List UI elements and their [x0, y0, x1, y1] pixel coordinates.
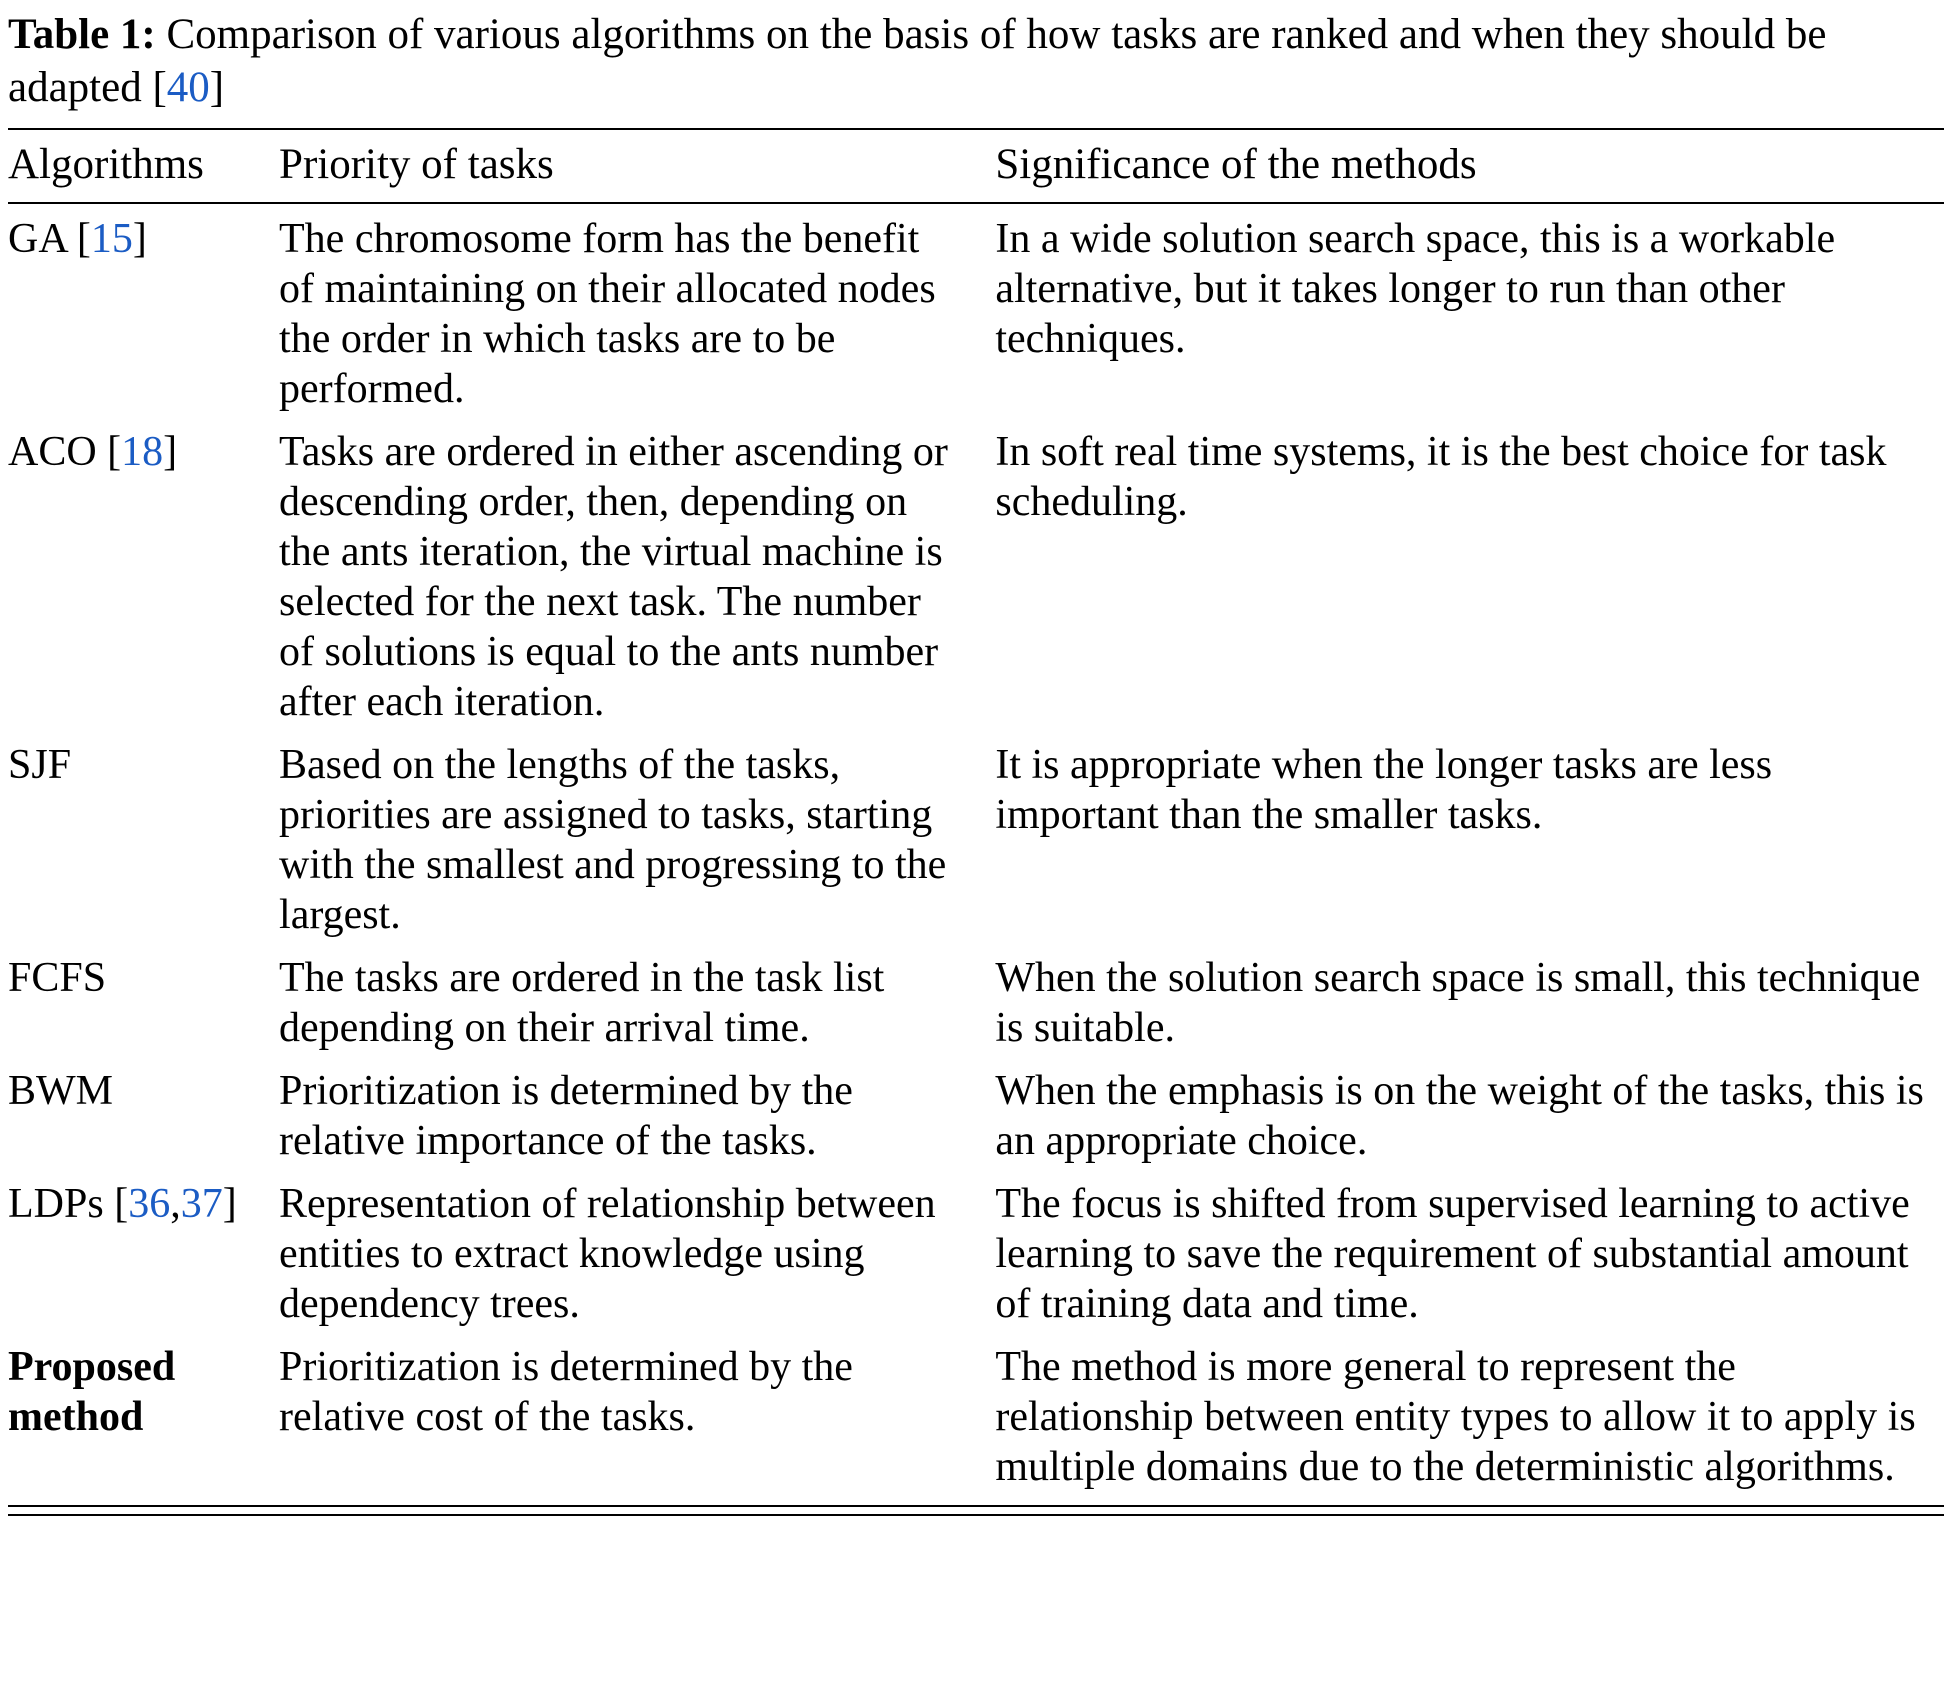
cell-algorithm	[8, 427, 279, 740]
table-row	[8, 203, 1944, 427]
table-row	[8, 427, 1944, 740]
cell-significance: In a wide solution search space, this is a workable alternative, but it takes longer to run than other techniques.	[995, 216, 1836, 362]
citation-link[interactable]: 36	[128, 1181, 171, 1227]
algorithm-name: LDPs [	[8, 1181, 129, 1227]
table-row	[8, 1066, 1944, 1179]
cell-significance: The focus is shifted from supervised learning to active learning to save the requirement of substantial amount of training data and time.	[995, 1181, 1910, 1327]
table-row	[8, 740, 1944, 953]
cell-priority: Representation of relationship between entities to extract knowledge using dependency trees.	[279, 1181, 936, 1327]
table-row	[8, 953, 1944, 1066]
cell-priority: Prioritization is determined by the relative importance of the tasks.	[279, 1068, 853, 1164]
header-significance: Significance of the methods	[995, 129, 1944, 203]
algorithm-name: ]	[163, 429, 178, 475]
algorithm-name: ]	[132, 216, 147, 262]
cell-algorithm	[8, 740, 279, 953]
table-bottom-rule	[8, 1505, 1944, 1516]
cell-significance: In soft real time systems, it is the best choice for task scheduling.	[995, 429, 1887, 525]
table-body	[8, 203, 1944, 1505]
algorithm-name: ACO [	[8, 429, 122, 475]
citation-link[interactable]: 37	[180, 1181, 223, 1227]
algorithm-name: SJF	[8, 742, 72, 788]
cell-algorithm	[8, 1179, 279, 1342]
cell-algorithm	[8, 203, 279, 427]
header-priority-of-tasks: Priority of tasks	[279, 129, 995, 203]
table-row	[8, 1342, 1944, 1505]
algorithm-name: ]	[222, 1181, 237, 1227]
caption-text-close: ]	[209, 64, 225, 111]
cell-priority: The chromosome form has the benefit of maintaining on their allocated nodes the order in which tasks are to be performed.	[279, 216, 936, 412]
algorithm-name: FCFS	[8, 955, 107, 1001]
cell-significance: When the emphasis is on the weight of the tasks, this is an appropriate choice.	[995, 1068, 1924, 1164]
table-row	[8, 1179, 1944, 1342]
cell-algorithm	[8, 953, 279, 1066]
table-header-row	[8, 129, 1944, 203]
algorithm-name: Proposed method	[8, 1344, 176, 1440]
cell-significance: The method is more general to represent the relationship between entity types to allow it to apply is multiple domains due to the deterministic algorithms.	[995, 1344, 1916, 1490]
comparison-table	[8, 128, 1944, 1505]
citation-link-40[interactable]: 40	[166, 64, 210, 111]
header-algorithms: Algorithms	[8, 129, 279, 203]
citation-link[interactable]: 15	[90, 216, 133, 262]
cell-algorithm	[8, 1342, 279, 1505]
cell-algorithm	[8, 1066, 279, 1179]
cell-significance: When the solution search space is small, this technique is suitable.	[995, 955, 1921, 1051]
cell-priority: Based on the lengths of the tasks, priorities are assigned to tasks, starting with the smallest and progressing to the largest.	[279, 742, 947, 938]
algorithm-name: GA [	[8, 216, 91, 262]
citation-link[interactable]: 18	[121, 429, 164, 475]
caption-label: Table 1:	[8, 11, 156, 58]
cell-priority: Prioritization is determined by the relative cost of the tasks.	[279, 1344, 853, 1440]
cell-priority: The tasks are ordered in the task list depending on their arrival time.	[279, 955, 885, 1051]
algorithm-name: BWM	[8, 1068, 113, 1114]
cell-priority: Tasks are ordered in either ascending or descending order, then, depending on the ants iteration, the virtual machine is selected for the next task. The number of solutions is equal to the ants number after each iteration.	[279, 429, 948, 725]
algorithm-name: ,	[170, 1181, 181, 1227]
caption-text: Comparison of various algorithms on the basis of how tasks are ranked and when they should be adapted [	[8, 11, 1827, 111]
table-caption	[8, 8, 1944, 114]
cell-significance: It is appropriate when the longer tasks are less important than the smaller tasks.	[995, 742, 1773, 838]
